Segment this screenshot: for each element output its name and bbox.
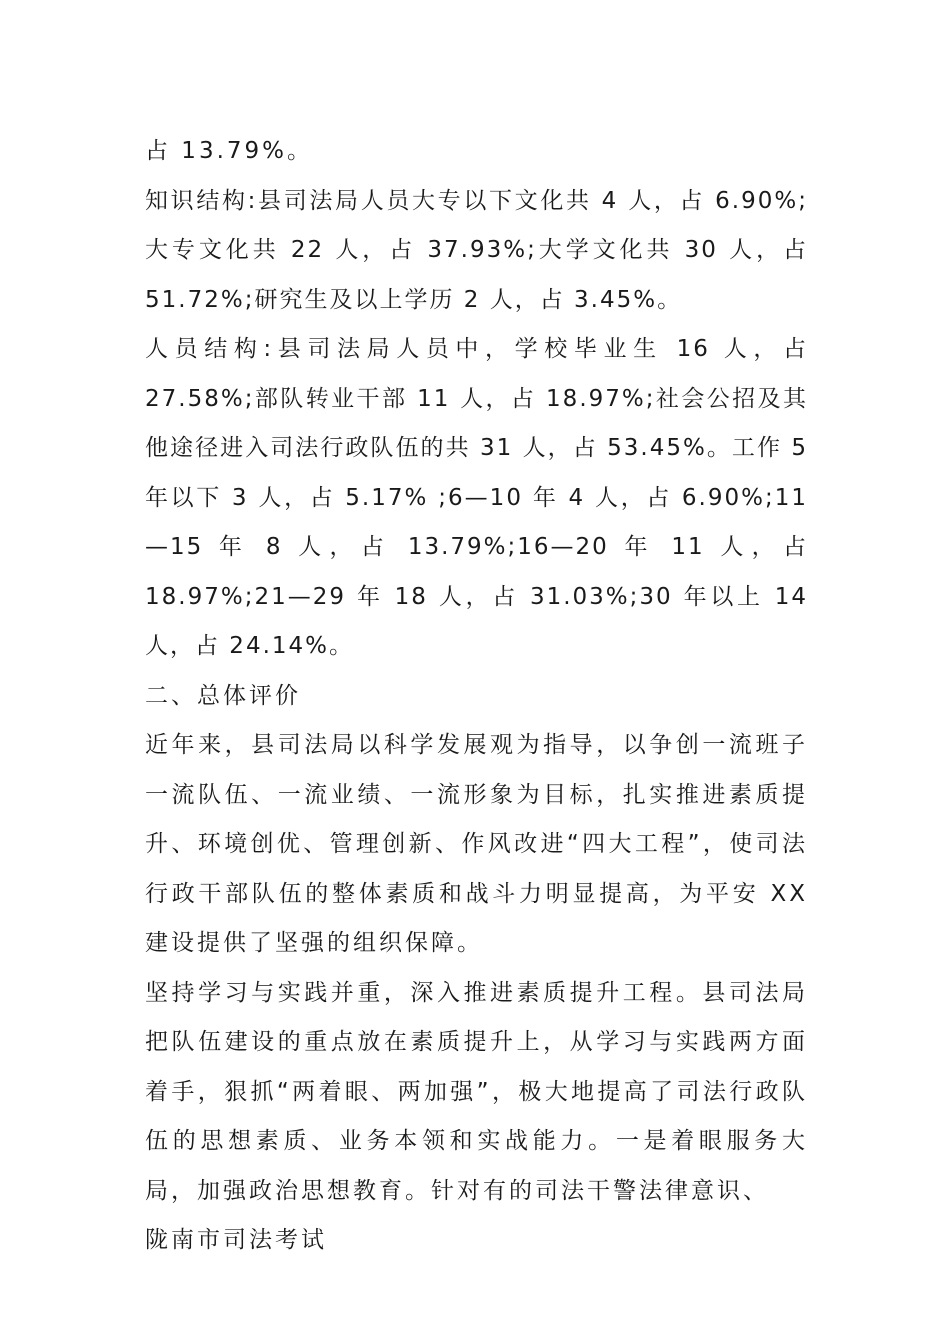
paragraph-personnel-structure: 人员结构:县司法局人员中，学校毕业生 16 人，占 27.58%;部队转业干部 11 人，占 18.97%;社会公招及其他途径进入司法行政队伍的共 31 人，占 53.45%。工作 5 年以下 3 人，占 5.17% ;6—10 年 4 人，占 6.90%;11—15 年 8 人，占 13.79%;16—20 年 11 人，占 18.97%;21—29 年 18 人，占 31.03%;30 年以上 14 人，占 24.14%。 xyxy=(145,336,808,659)
document-body xyxy=(145,127,808,1266)
paragraph-knowledge-structure: 知识结构:县司法局人员大专以下文化共 4 人，占 6.90%;大专文化共 22 人，占 37.93%;大学文化共 30 人，占 51.72%;研究生及以上学历 2 人，占 3.45%。 xyxy=(145,187,808,313)
paragraph-continuation: 占 13.79%。 xyxy=(145,138,314,164)
section-heading-overall-evaluation: 二、总体评价 xyxy=(145,682,301,709)
paragraph-study-and-practice: 坚持学习与实践并重，深入推进素质提升工程。县司法局把队伍建设的重点放在素质提升上，从学习与实践两方面着手，狠抓“两着眼、两加强”，极大地提高了司法行政队伍的思想素质、业务本领和实战能力。一是着眼服务大局，加强政治思想教育。针对有的司法干警法律意识、 xyxy=(145,979,808,1204)
paragraph-recent-years: 近年来，县司法局以科学发展观为指导，以争创一流班子一流队伍、一流业绩、一流形象为目标，扎实推进素质提升、环境创优、管理创新、作风改进“四大工程”，使司法行政干部队伍的整体素质和战斗力明显提高，为平安 XX 建设提供了坚强的组织保障。 xyxy=(145,732,808,956)
paragraph-footer-line: 陇南市司法考试 xyxy=(145,1227,327,1253)
